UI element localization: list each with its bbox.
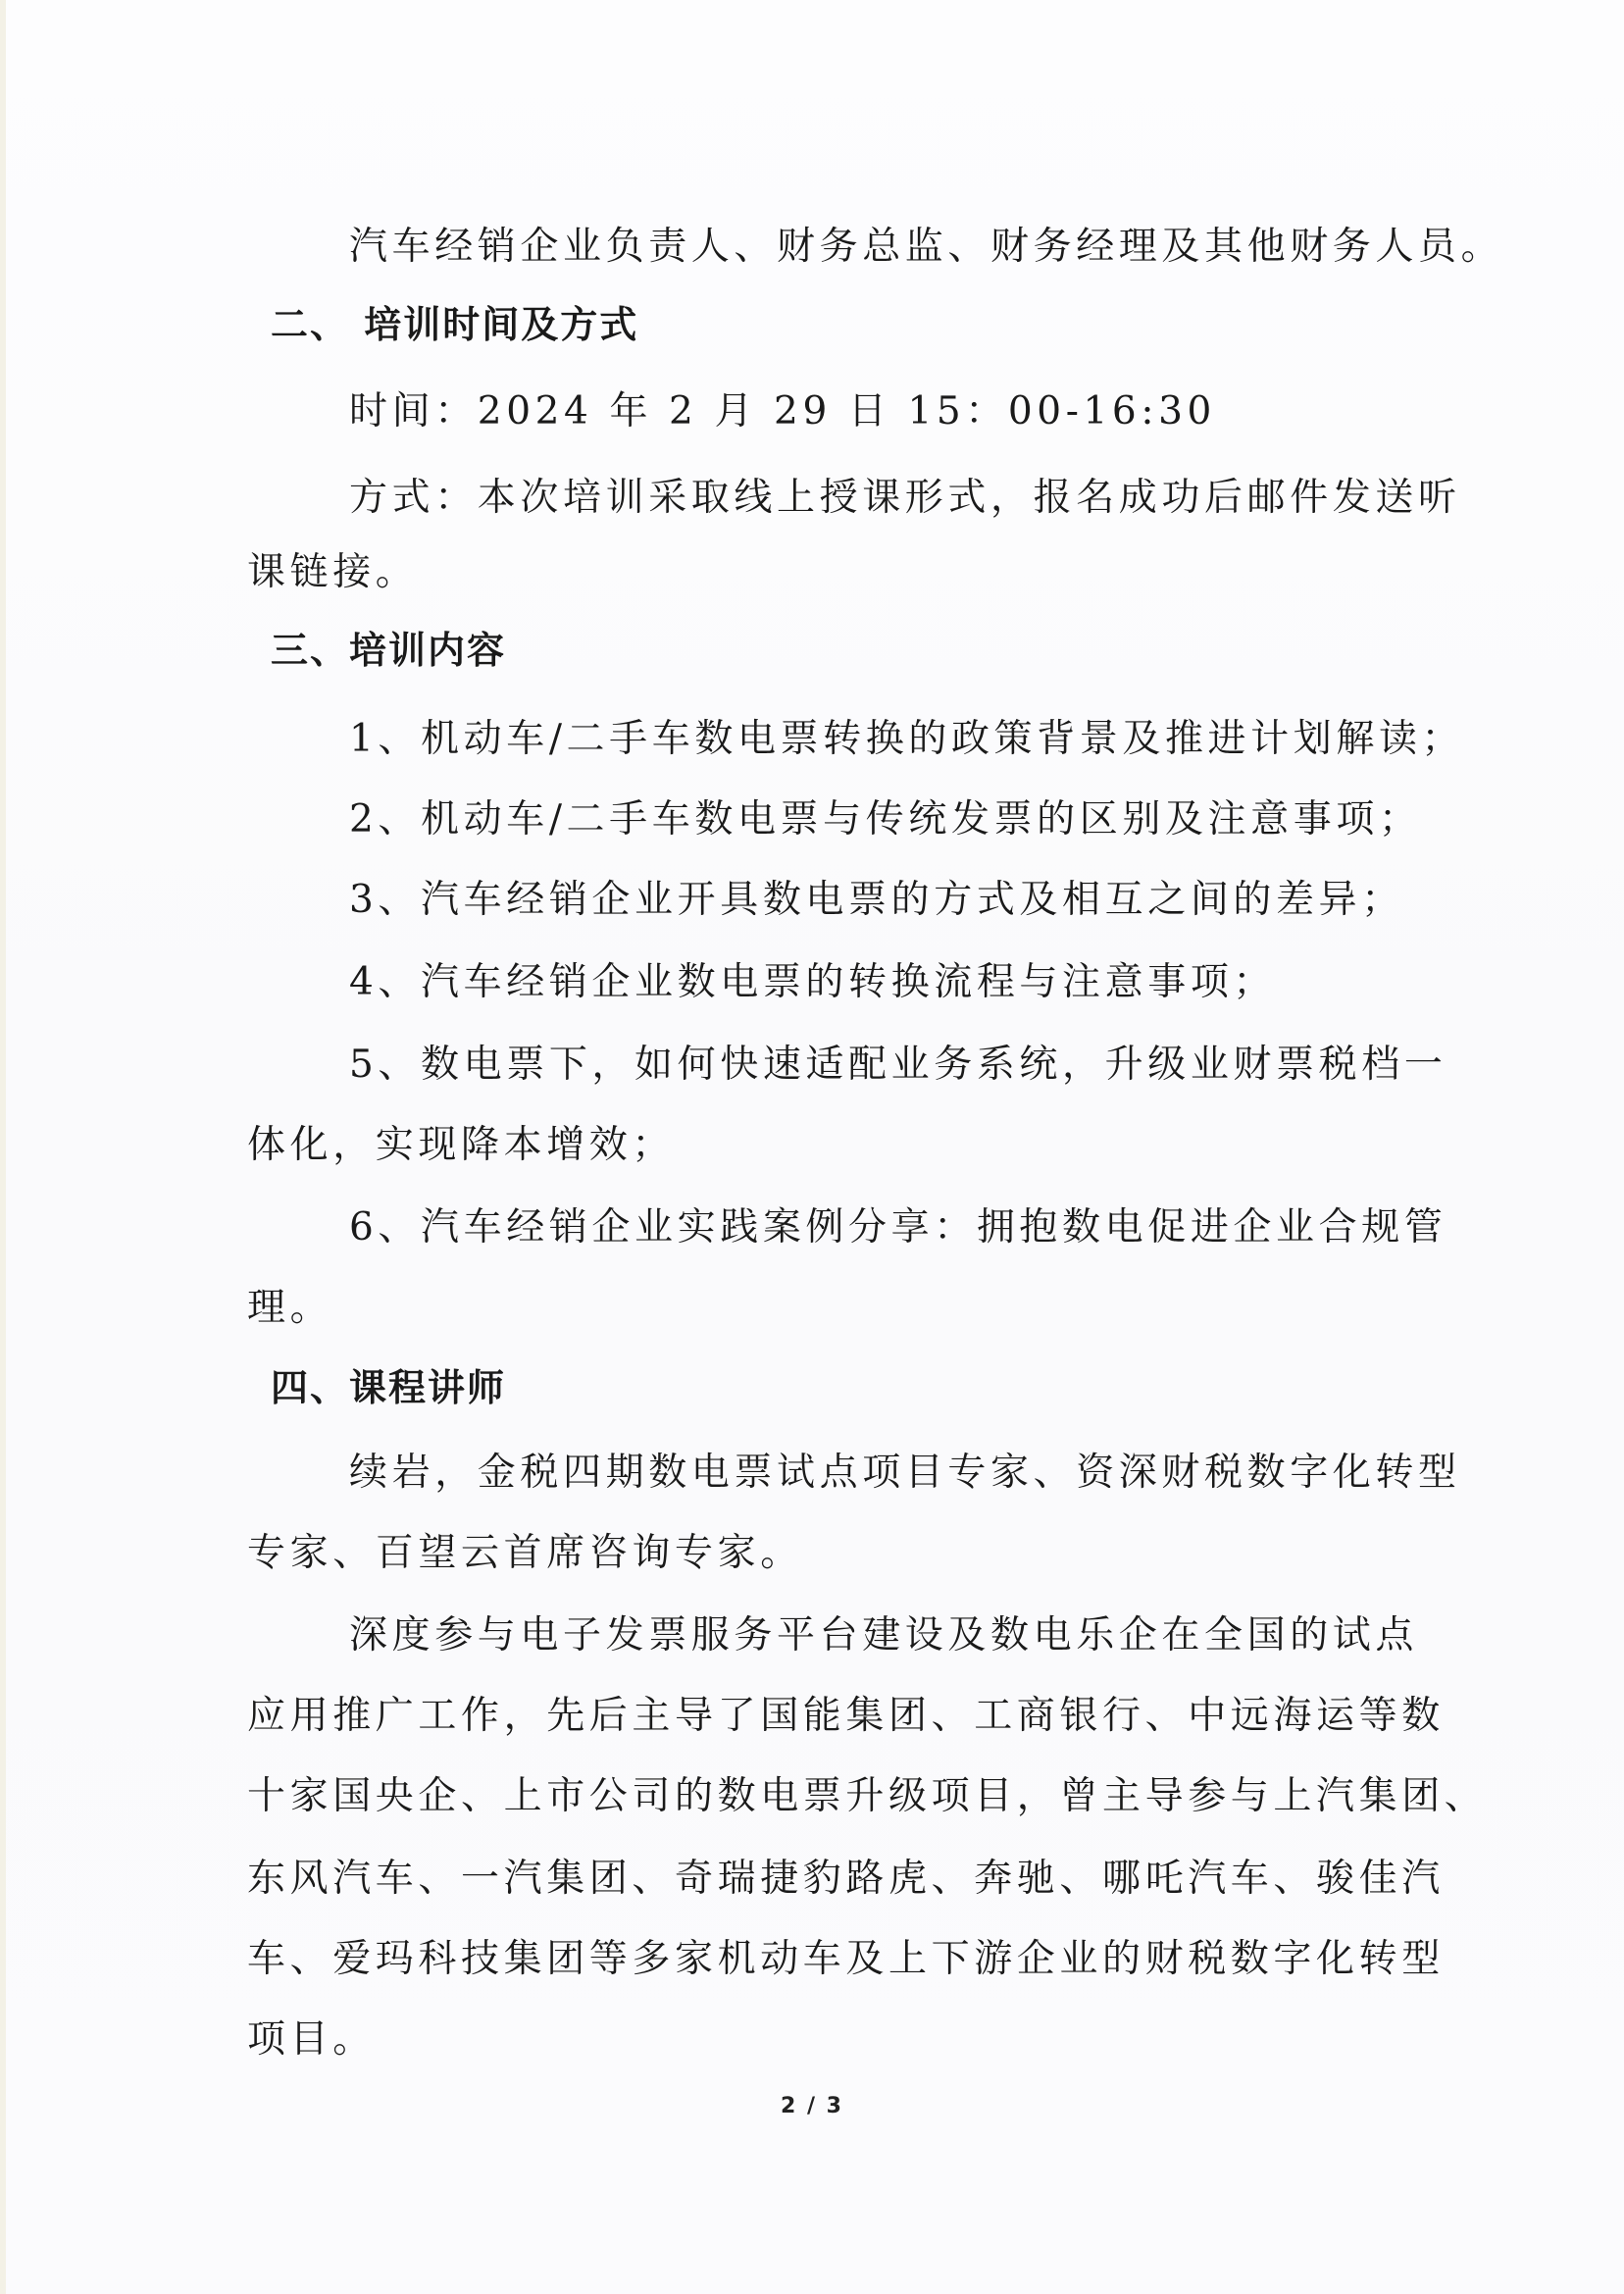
content-item-6-line2: 理。 bbox=[247, 1286, 333, 1330]
page-number: 2 / 3 bbox=[781, 2094, 843, 2118]
content-item-5-line2: 体化，实现降本增效； bbox=[247, 1123, 676, 1167]
instructor-bio-line1: 续岩，金税四期数电票试点项目专家、资深财税数字化转型 bbox=[349, 1451, 1461, 1495]
content-item-6-line1: 6、汽车经销企业实践案例分享：拥抱数电促进企业合规管 bbox=[349, 1205, 1447, 1249]
instructor-experience-line3: 十家国央企、上市公司的数电票升级项目，曾主导参与上汽集团、 bbox=[247, 1774, 1488, 1818]
section-heading-time-method: 二、 培训时间及方式 bbox=[271, 303, 639, 346]
instructor-experience-line5: 车、爱玛科技集团等多家机动车及上下游企业的财税数字化转型 bbox=[247, 1937, 1445, 1981]
section-heading-instructor: 四、课程讲师 bbox=[271, 1366, 507, 1409]
training-method-line1: 方式：本次培训采取线上授课形式，报名成功后邮件发送听 bbox=[349, 476, 1461, 520]
content-item-1: 1、机动车/二手车数电票转换的政策背景及推进计划解读； bbox=[349, 717, 1465, 761]
training-time: 时间：2024 年 2 月 29 日 15：00-16:30 bbox=[349, 389, 1216, 433]
content-item-5-line1: 5、数电票下，如何快速适配业务系统，升级业财票税档一 bbox=[349, 1043, 1447, 1087]
content-item-3: 3、汽车经销企业开具数电票的方式及相互之间的差异； bbox=[349, 878, 1404, 922]
instructor-bio-line2: 专家、百望云首席咨询专家。 bbox=[247, 1531, 803, 1575]
content-item-2: 2、机动车/二手车数电票与传统发票的区别及注意事项； bbox=[349, 797, 1422, 841]
instructor-experience-line6: 项目。 bbox=[247, 2017, 376, 2062]
audience-text: 汽车经销企业负责人、财务总监、财务经理及其他财务人员。 bbox=[349, 225, 1504, 269]
instructor-experience-line1: 深度参与电子发票服务平台建设及数电乐企在全国的试点 bbox=[349, 1613, 1419, 1657]
content-item-4: 4、汽车经销企业数电票的转换流程与注意事项； bbox=[349, 960, 1277, 1004]
training-method-line2: 课链接。 bbox=[247, 550, 419, 594]
instructor-experience-line4: 东风汽车、一汽集团、奇瑞捷豹路虎、奔驰、哪吒汽车、骏佳汽 bbox=[247, 1857, 1445, 1901]
instructor-experience-line2: 应用推广工作，先后主导了国能集团、工商银行、中远海运等数 bbox=[247, 1694, 1445, 1738]
scan-edge bbox=[0, 0, 6, 2294]
section-heading-content: 三、培训内容 bbox=[271, 629, 507, 672]
